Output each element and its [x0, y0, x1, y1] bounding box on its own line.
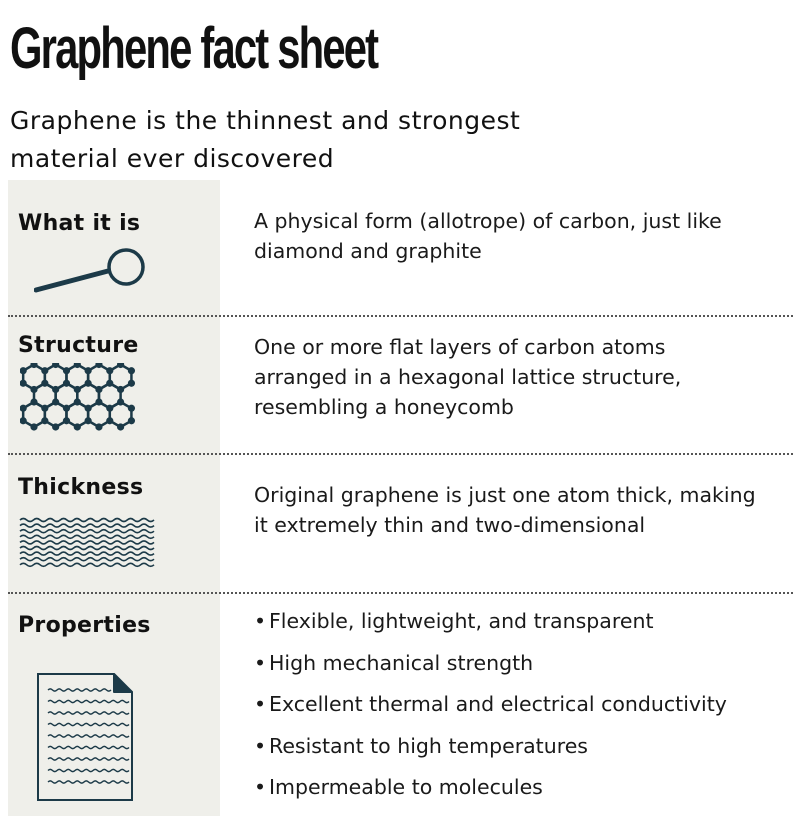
list-item: • Flexible, lightweight, and transparent [254, 609, 654, 633]
label-cell [8, 317, 220, 455]
hexagonal-lattice-icon [20, 363, 160, 443]
row-label-what-it-is: What it is [18, 211, 141, 236]
fact-table [8, 180, 793, 816]
list-item: • Impermeable to molecules [254, 775, 543, 799]
fact-row-what-it-is [8, 180, 793, 317]
magnifier-icon [34, 242, 154, 296]
row-label-properties: Properties [18, 613, 151, 638]
label-cell [8, 180, 220, 317]
content-cell [220, 455, 793, 594]
content-cell [220, 594, 793, 816]
list-item: • Excellent thermal and electrical conductivity [254, 692, 727, 716]
content-cell [220, 180, 793, 317]
row-text-what-it-is: A physical form (allotrope) of carbon, just like diamond and graphite [254, 209, 722, 263]
row-text-structure: One or more flat layers of carbon atoms arranged in a hexagonal lattice structure, resembling a honeycomb [254, 335, 682, 419]
label-cell [8, 594, 220, 816]
row-label-structure: Structure [18, 333, 139, 358]
row-label-thickness: Thickness [18, 475, 144, 500]
content-cell [220, 317, 793, 455]
page-title: Graphene fact sheet [10, 16, 378, 81]
row-text-thickness: Original graphene is just one atom thick, making it extremely thin and two-dimensional [254, 483, 756, 537]
fact-row-thickness [8, 455, 793, 594]
list-item: • Resistant to high temperatures [254, 733, 588, 758]
document-icon [34, 670, 144, 805]
properties-list [254, 601, 793, 809]
label-cell [8, 455, 220, 594]
wavy-layers-icon [18, 515, 158, 571]
fact-row-properties [8, 594, 793, 816]
page-subtitle: Graphene is the thinnest and strongest material ever discovered [10, 106, 521, 173]
list-item: • High mechanical strength [254, 650, 534, 675]
fact-row-structure [8, 317, 793, 455]
